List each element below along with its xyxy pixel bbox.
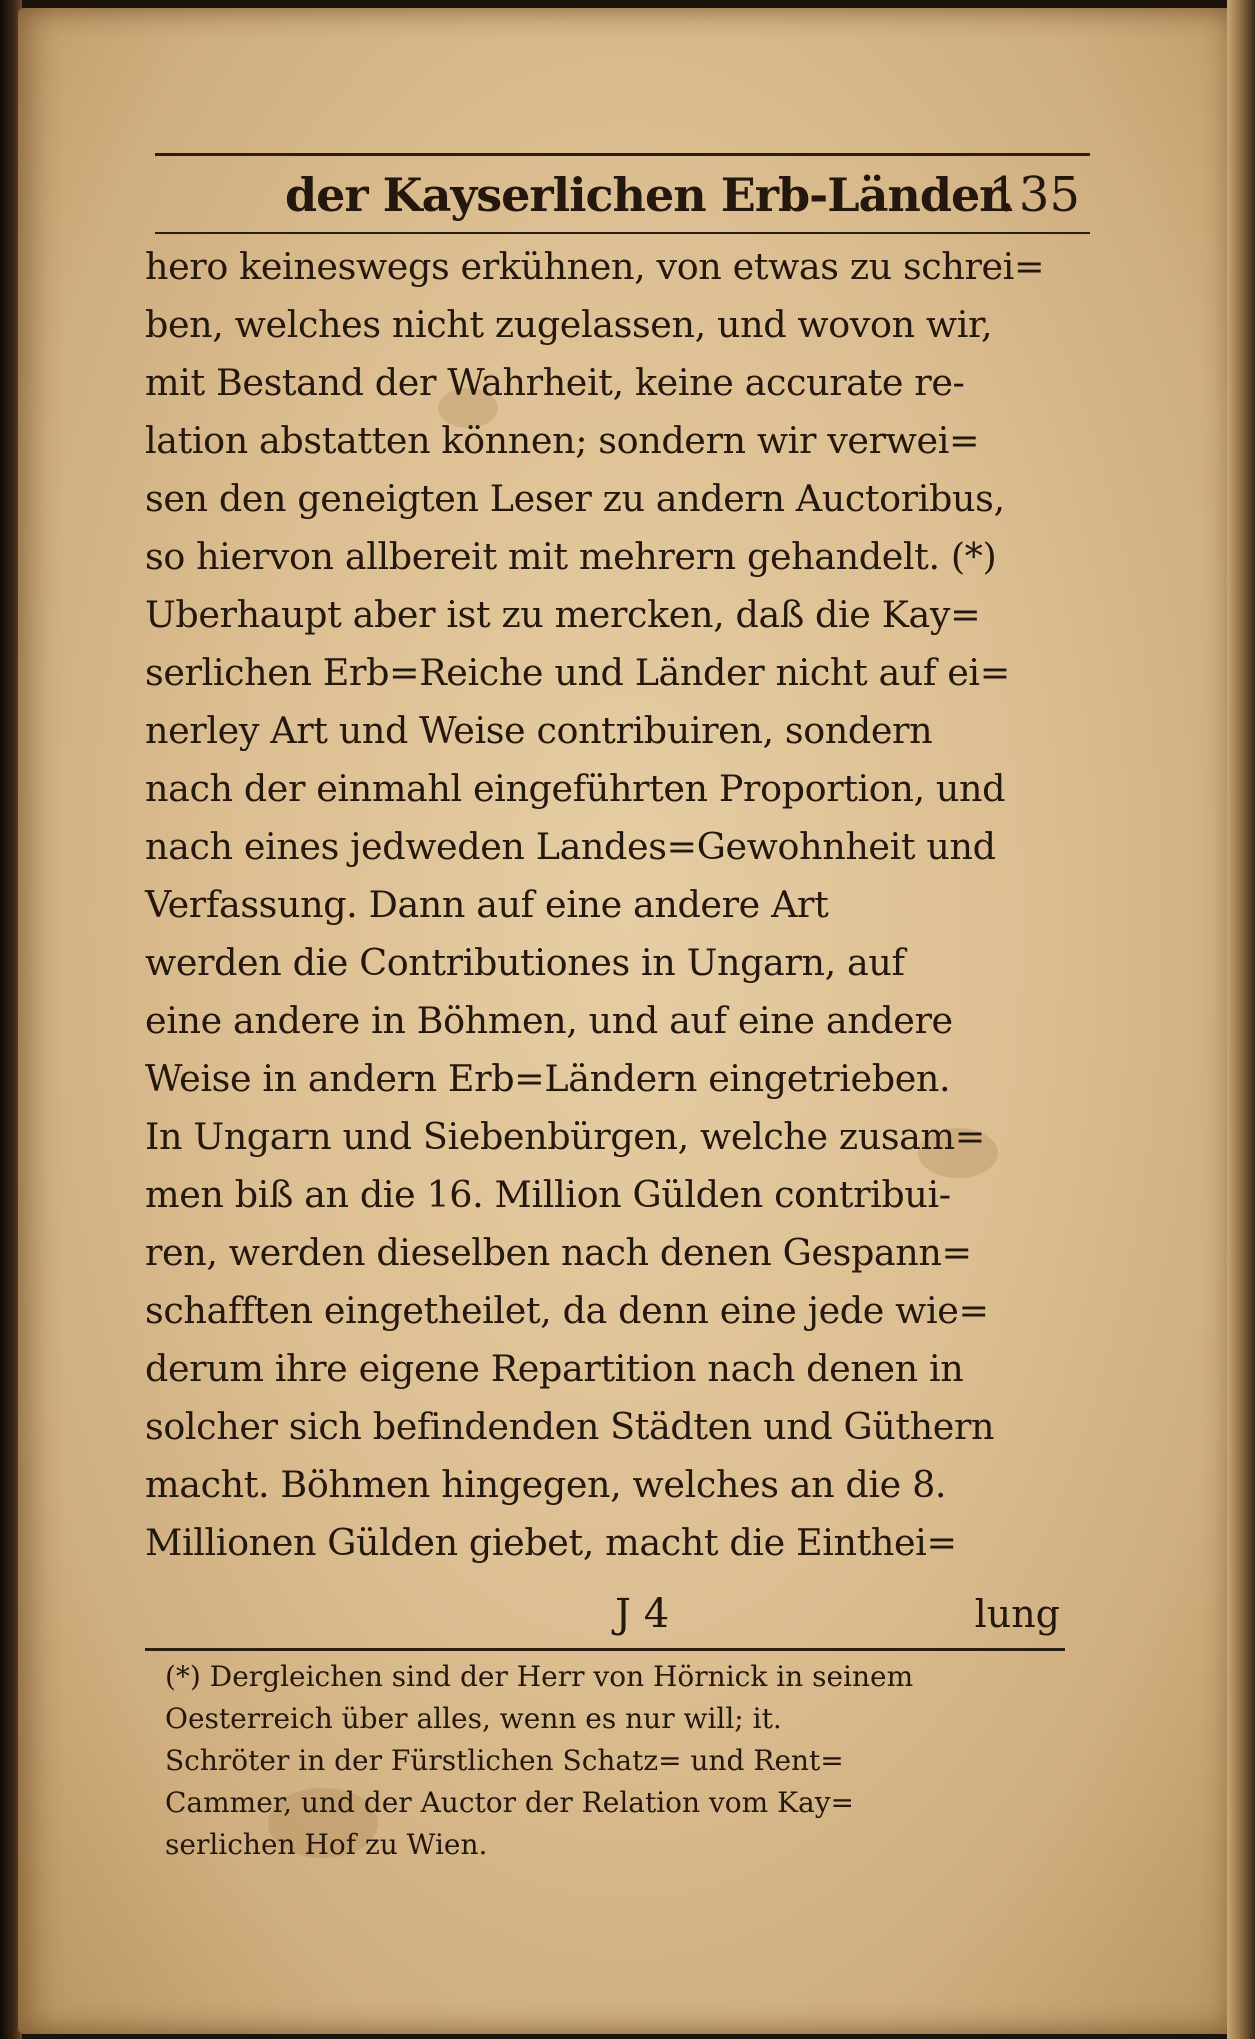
text-line: men biß an die 16. Million Gülden contribui- xyxy=(145,1173,951,1216)
text-line: so hiervon allbereit mit mehrern gehandelt. (*) xyxy=(145,535,997,578)
header-rule-top xyxy=(155,153,1090,156)
text-line: macht. Böhmen hingegen, welches an die 8. xyxy=(145,1463,947,1506)
text-line: nach der einmahl eingeführten Proportion, und xyxy=(145,767,1006,810)
footnote-line: Cammer, und der Auctor der Relation vom Kay= xyxy=(165,1786,854,1819)
text-line: Weise in andern Erb=Ländern eingetrieben. xyxy=(145,1057,951,1100)
footnote xyxy=(165,1656,1065,1866)
text-line: mit Bestand der Wahrheit, keine accurate re- xyxy=(145,361,965,404)
signature-mark: J 4 xyxy=(615,1591,670,1637)
text-line: Uberhaupt aber ist zu mercken, daß die Kay= xyxy=(145,593,981,636)
footnote-rule xyxy=(145,1648,1065,1651)
catchword: lung xyxy=(974,1592,1060,1636)
text-line: sen den geneigten Leser zu andern Auctoribus, xyxy=(145,477,1005,520)
text-line: Millionen Gülden giebet, macht die Einthei= xyxy=(145,1521,957,1564)
text-line: werden die Contributiones in Ungarn, auf xyxy=(145,941,905,984)
text-line: solcher sich befindenden Städten und Güthern xyxy=(145,1405,995,1448)
text-line: ren, werden dieselben nach denen Gespann= xyxy=(145,1231,972,1274)
text-line: Verfassung. Dann auf eine andere Art xyxy=(145,883,829,926)
catch-line xyxy=(145,1585,1060,1643)
page-edge xyxy=(1227,0,1255,2039)
footnote-line: serlichen Hof zu Wien. xyxy=(165,1828,488,1861)
header-rule-bottom xyxy=(155,232,1090,234)
text-line: lation abstatten können; sondern wir verwei= xyxy=(145,419,980,462)
footnote-line: Oesterreich über alles, wenn es nur will; it. xyxy=(165,1702,782,1735)
text-line: eine andere in Böhmen, und auf eine andere xyxy=(145,999,953,1042)
text-line: ben, welches nicht zugelassen, und wovon wir, xyxy=(145,303,993,346)
text-line: nach eines jedweden Landes=Gewohnheit und xyxy=(145,825,996,868)
text-line: In Ungarn und Siebenbürgen, welche zusam= xyxy=(145,1115,985,1158)
running-title: der Kayserlichen Erb-Länder. xyxy=(285,168,1014,222)
text-line: hero keineswegs erkühnen, von etwas zu schrei= xyxy=(145,245,1045,288)
footnote-line: (*) Dergleichen sind der Herr von Hörnick in seinem xyxy=(165,1660,914,1693)
text-line: schafften eingetheilet, da denn eine jede wie= xyxy=(145,1289,989,1332)
footnote-line: Schröter in der Fürstlichen Schatz= und Rent= xyxy=(165,1744,844,1777)
running-head xyxy=(155,160,1090,230)
text-line: nerley Art und Weise contribuiren, sondern xyxy=(145,709,933,752)
body-text xyxy=(145,238,1085,1572)
text-line: derum ihre eigene Repartition nach denen in xyxy=(145,1347,964,1390)
page-number: 135 xyxy=(988,167,1080,223)
text-line: serlichen Erb=Reiche und Länder nicht auf ei= xyxy=(145,651,1010,694)
